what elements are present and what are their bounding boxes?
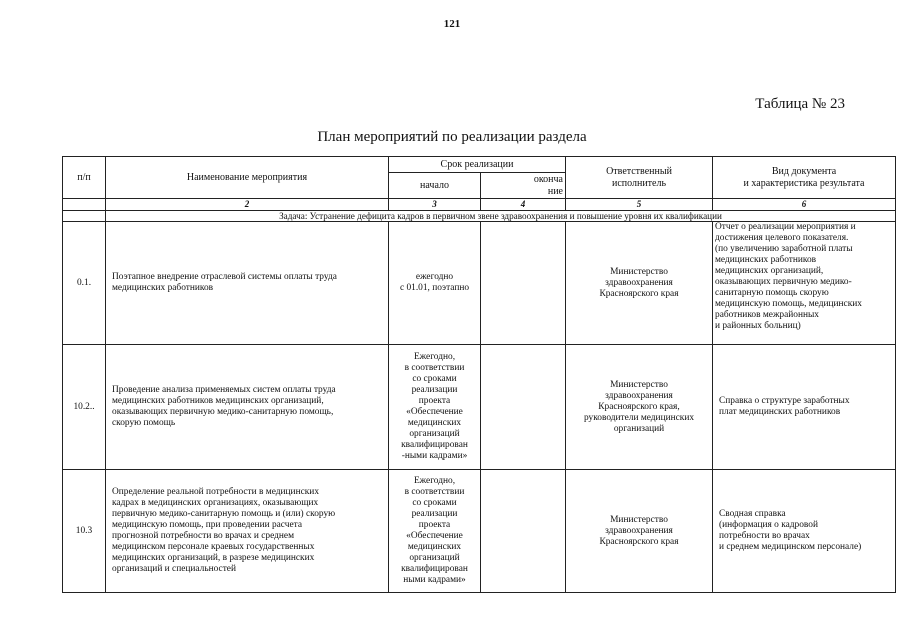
column-number: 4 <box>481 199 566 211</box>
row-num: 10.2.. <box>63 345 106 470</box>
header-term: Срок реализации <box>389 157 566 173</box>
column-number <box>63 199 106 211</box>
header-num: п/п <box>63 157 106 199</box>
plan-table <box>62 156 896 593</box>
row-name: Проведение анализа применяемых систем оплаты труда медицинских работников медицинских организаций, оказывающих первичную медико-санитарную помощь, скорую помощь <box>106 345 389 470</box>
header-name: Наименование мероприятия <box>106 157 389 199</box>
column-number: 3 <box>389 199 481 211</box>
row-num: 0.1. <box>63 222 106 345</box>
header-responsible: Ответственный исполнитель <box>566 157 713 199</box>
row-end <box>481 345 566 470</box>
row-start: ежегодно с 01.01, поэтапно <box>389 222 481 345</box>
row-responsible: Министерство здравоохранения Красноярского края <box>566 222 713 345</box>
task-row <box>63 210 896 222</box>
row-num: 10.3 <box>63 470 106 593</box>
row-document: Справка о структуре заработных плат медицинских работников <box>713 345 896 470</box>
row-responsible: Министерство здравоохранения Красноярского края <box>566 470 713 593</box>
header-start: начало <box>389 173 481 199</box>
table-row <box>63 345 896 470</box>
column-number: 5 <box>566 199 713 211</box>
task-text: Задача: Устранение дефицита кадров в первичном звене здравоохранения и повышение уровня их квалификации <box>106 210 896 222</box>
row-name: Определение реальной потребности в медицинских кадрах в медицинских организациях, оказывающих первичную медико-санитарную помощь и (или) скорую медицинскую помощь, при проведении расчета прогнозной потребности во врачах и среднем медицинском персонале краевых государственных медицинских организаций, в разрезе медицинских организаций и специальностей <box>106 470 389 593</box>
header-row-1 <box>63 157 896 173</box>
table-row <box>63 222 896 345</box>
row-start: Ежегодно, в соответствии со сроками реализации проекта «Обеспечение медицинских организаций квалифицирован -ными кадрами» <box>389 345 481 470</box>
row-end <box>481 222 566 345</box>
row-name: Поэтапное внедрение отраслевой системы оплаты труда медицинских работников <box>106 222 389 345</box>
page-number: 121 <box>443 18 461 30</box>
column-number: 6 <box>713 199 896 211</box>
table-label: Таблица № 23 <box>755 96 845 112</box>
header-end: оконча ние <box>481 173 566 199</box>
task-blank-cell <box>63 210 106 222</box>
column-number: 2 <box>106 199 389 211</box>
document-title: План мероприятий по реализации раздела <box>317 129 587 145</box>
table-row <box>63 470 896 593</box>
row-start: Ежегодно, в соответствии со сроками реализации проекта «Обеспечение медицинских организаций квалифицирован ными кадрами» <box>389 470 481 593</box>
row-responsible: Министерство здравоохранения Красноярского края, руководители медицинских организаций <box>566 345 713 470</box>
row-end <box>481 470 566 593</box>
row-document: Отчет о реализации мероприятия и достижения целевого показателя. (по увеличению заработной платы медицинских работников медицинских организаций, оказывающих первичную медико- санитарную помощь скорую медицинскую помощь, медицинских работников межрайонных и районных больниц) <box>713 222 896 345</box>
column-numbers-row <box>63 199 896 211</box>
row-document: Сводная справка (информация о кадровой потребности во врачах и среднем медицинском персонале) <box>713 470 896 593</box>
header-document: Вид документа и характеристика результата <box>713 157 896 199</box>
